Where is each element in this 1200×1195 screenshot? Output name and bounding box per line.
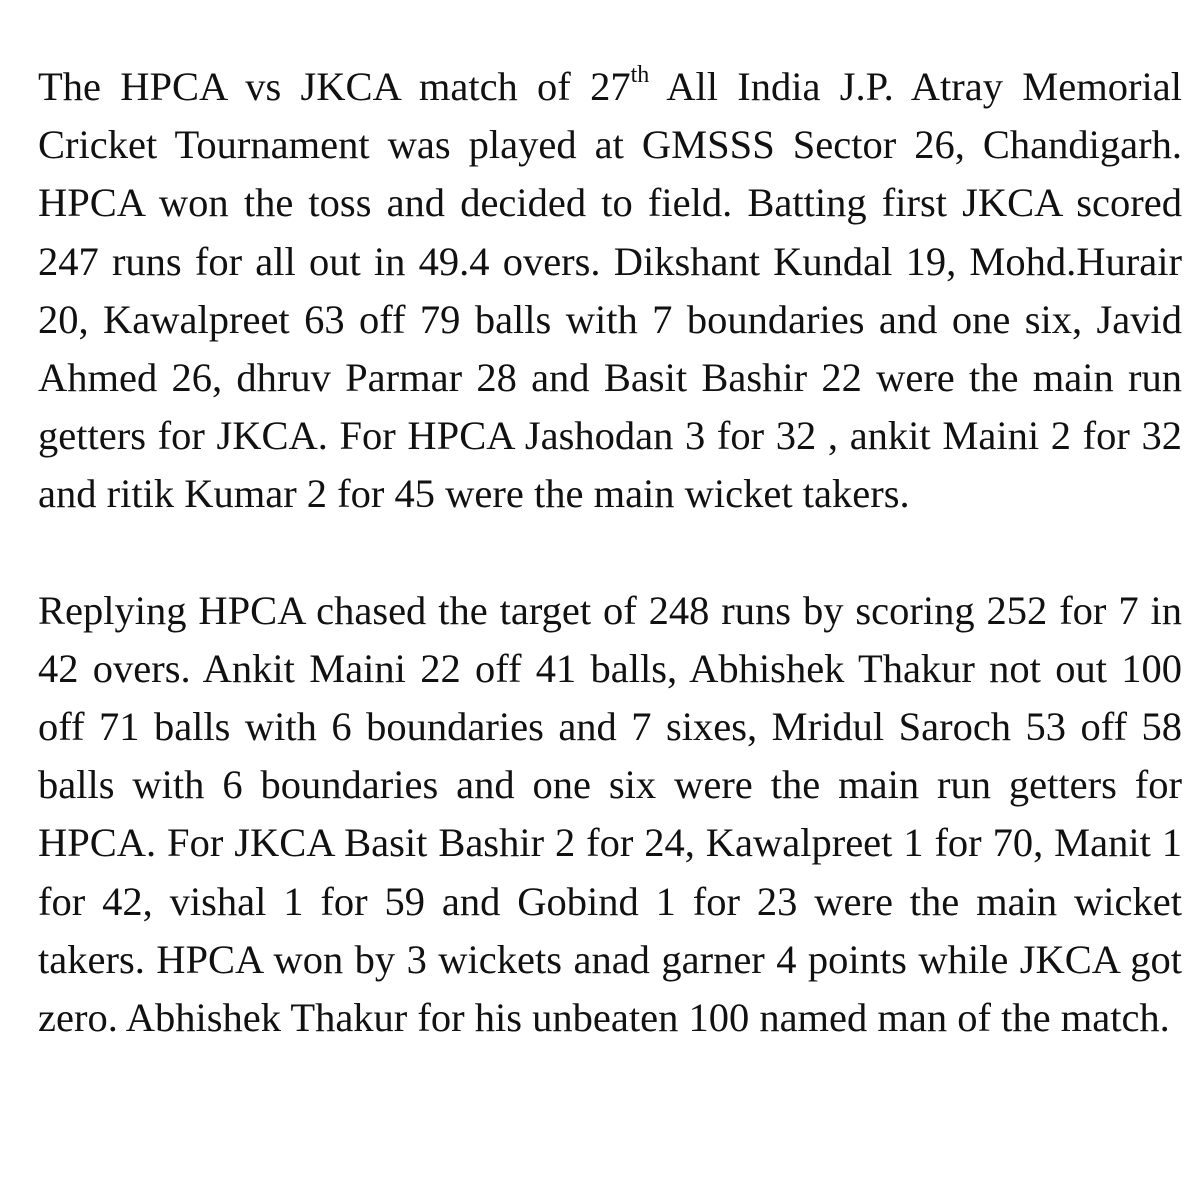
paragraph-text-lead: The HPCA vs JKCA match of bbox=[38, 64, 591, 109]
paragraph-second-innings: Replying HPCA chased the target of 248 runs by scoring 252 for 7 in 42 overs. Ankit Maini 22 off 41 balls, Abhishek Thakur not out 100 off 71 balls with 6 boundaries and 7 sixes, Mridul Saroch 53 off 58 balls with 6 boundaries and one six were the main run getters for HPCA. For JKCA Basit Bashir 2 for 24, Kawalpreet 1 for 70, Manit 1 for 42, vishal 1 for 59 and Gobind 1 for 23 were the main wicket takers. HPCA won by 3 wickets anad garner 4 points while JKCA got zero. Abhishek Thakur for his unbeaten 100 named man of the match. bbox=[38, 587, 1182, 1041]
paragraph-text-rest: All India J.P. Atray Memorial Cricket Tournament was played at GMSSS Sector 26, Chandigarh. HPCA won the toss and decided to field. Batting first JKCA scored 247 runs for all out in 49.4 overs. Dikshant Kundal 19, Mohd.Hurair 20, Kawalpreet 63 off 79 balls with 7 boundaries and one six, Javid Ahmed 26, dhruv Parmar 28 and Basit Bashir 22 were the main run getters for JKCA. For HPCA Jashodan 3 for 32 , ankit Maini 2 for 32 and ritik Kumar 2 for 45 were the main wicket takers. bbox=[38, 64, 1182, 517]
ordinal-suffix: th bbox=[630, 62, 650, 88]
match-report bbox=[38, 58, 1182, 1047]
tournament-ordinal bbox=[590, 64, 649, 109]
ordinal-number: 27 bbox=[590, 64, 631, 109]
paragraph-first-innings bbox=[38, 58, 1182, 524]
